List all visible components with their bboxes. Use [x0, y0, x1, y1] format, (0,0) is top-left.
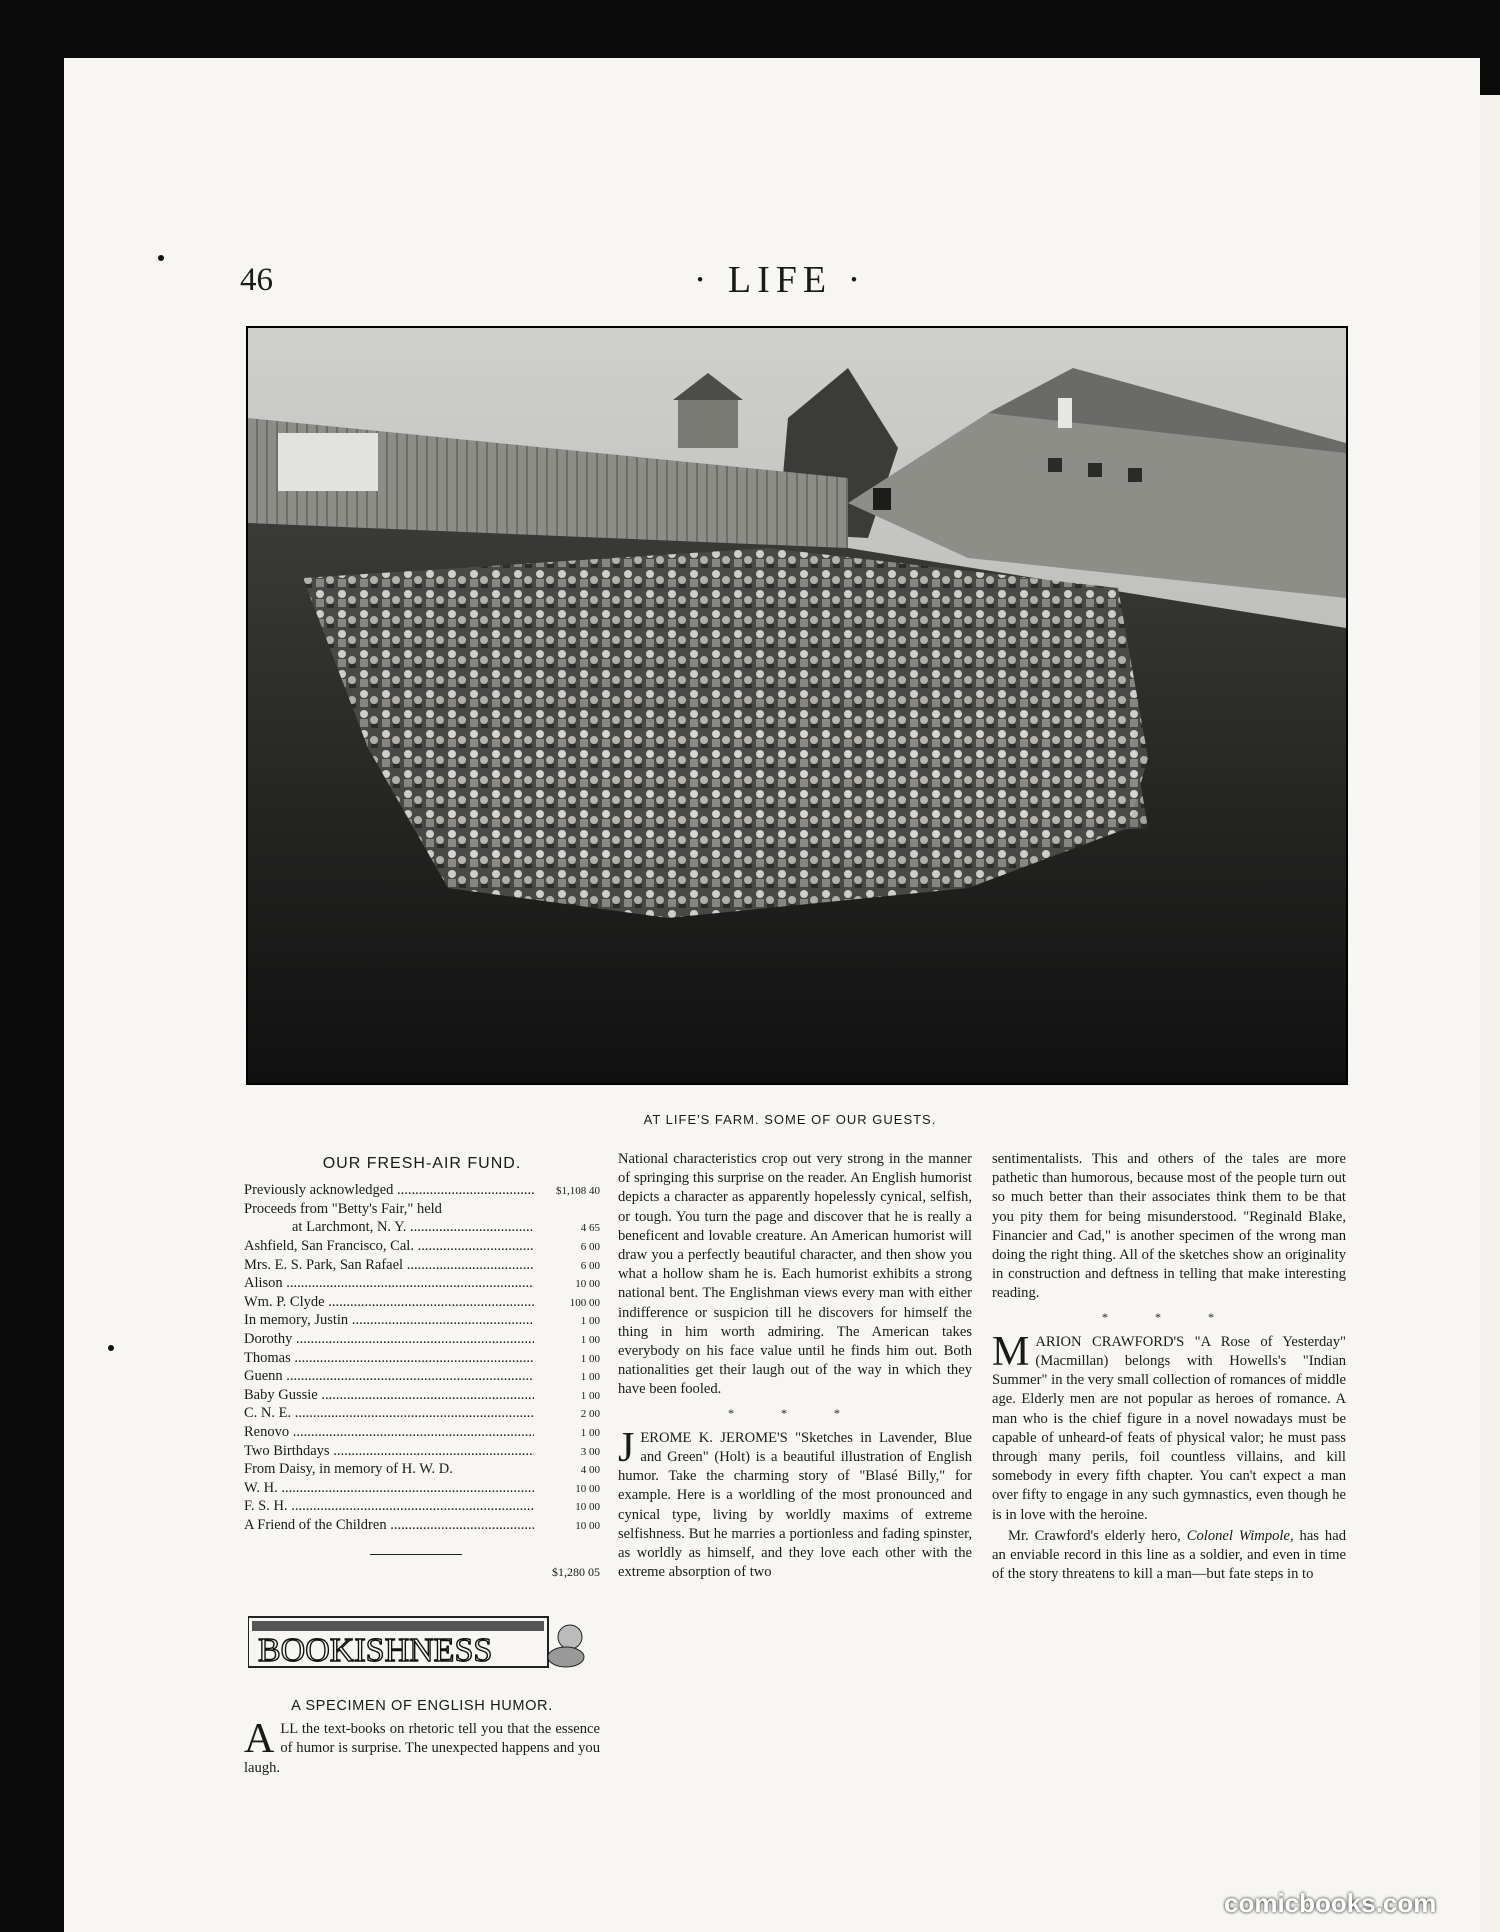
bookishness-logo: [248, 1611, 598, 1675]
column-right: [992, 1150, 1346, 1584]
paragraph: Mr. Crawford's elderly hero, Colonel Wimpole, has had an enviable record in this line as a soldier, and even in time of the story threatens to kill a man—but fate steps in to: [992, 1527, 1346, 1583]
fund-row: Alison ..... 10 00: [244, 1274, 600, 1293]
drop-cap: J: [618, 1424, 635, 1471]
section-subhead: A SPECIMEN OF ENGLISH HUMOR.: [291, 1697, 553, 1714]
drop-cap: M: [992, 1328, 1030, 1375]
fund-row: In memory, Justin ..... 1 00: [244, 1311, 600, 1330]
fund-row: Wm. P. Clyde ..... 100 00: [244, 1293, 600, 1312]
photo-caption: AT LIFE'S FARM. SOME OF OUR GUESTS.: [643, 1112, 937, 1127]
fund-row: at Larchmont, N. Y. ..... 4 65: [244, 1218, 600, 1237]
fund-row: Guenn ..... 1 00: [244, 1367, 600, 1386]
fund-row: Thomas ..... 1 00: [244, 1349, 600, 1368]
fund-row: From Daisy, in memory of H. W. D. 4 00: [244, 1461, 600, 1478]
drop-cap: A: [244, 1716, 275, 1763]
fund-row: Two Birthdays ..... 3 00: [244, 1442, 600, 1461]
photo-illustration: [248, 328, 1346, 1083]
fund-list: [244, 1181, 600, 1534]
farm-photograph: [246, 326, 1348, 1085]
fund-row: Baby Gussie ..... 1 00: [244, 1386, 600, 1405]
fund-row: Proceeds from "Betty's Fair," held: [244, 1200, 442, 1217]
paragraph: JEROME K. JEROME'S "Sketches in Lavender, Blue and Green" (Holt) is a beautiful illustration of English humor. Take the charming story of "Blasé Billy," for example. Here is a worldling of the most pronounced and cynical type, living by worldly maxims of extreme selfishness. But he marries a portionless and fading spinster, as worldly as himself, and they love each other with the extreme absorption of two: [618, 1424, 972, 1581]
intro-paragraph: ALL the text-books on rhetoric tell you that the essence of humor is surprise. The unexpected happens and you laugh.: [244, 1716, 600, 1776]
column-left: [244, 1150, 600, 1778]
total-divider: [370, 1554, 462, 1555]
scan-speck: [158, 255, 164, 261]
fund-row: Renovo ..... 1 00: [244, 1423, 600, 1442]
adjacent-page-edge: [1480, 95, 1500, 1932]
fund-row: Mrs. E. S. Park, San Rafael ..... 6 00: [244, 1256, 600, 1275]
fund-row: C. N. E. ..... 2 00: [244, 1404, 600, 1423]
fund-row: Dorothy ..... 1 00: [244, 1330, 600, 1349]
watermark-text: comicbooks.com: [1224, 1888, 1437, 1918]
fund-total: $1,280 05: [552, 1565, 600, 1580]
column-middle: [618, 1150, 972, 1582]
scan-speck: [108, 1345, 114, 1351]
fund-row: W. H. ..... 10 00: [244, 1479, 600, 1498]
paragraph: National characteristics crop out very strong in the manner of springing this surprise on the reader. An English humorist depicts a character as apparently hopelessly cynical, selfish, or tough. You turn the page and discover that he is really a beneficent and lovable creature. An American humorist will draw you a perfectly beautiful character, and then show you what a hollow sham he is. Each humorist exhibits a strong national bent. The Englishman views every man with either indifference or suspicion till he discovers for himself the thing in him worth admiring. The American takes everybody on his face value until he finds him out. Both nationalities get their laugh out of the way in which they have been fooled.: [618, 1151, 972, 1398]
cherub-figure: [558, 1625, 582, 1649]
fund-title: OUR FRESH-AIR FUND.: [322, 1155, 522, 1172]
section-stars: * * *: [1102, 1309, 1236, 1324]
fund-row: Ashfield, San Francisco, Cal. ..... 6 00: [244, 1237, 600, 1256]
section-stars: * * *: [728, 1405, 862, 1420]
page-number: 46: [240, 262, 273, 298]
paragraph: sentimentalists. This and others of the tales are more pathetic than humorous, because most of the people turn out so much better than their associates think them to be that you pity them for being misunderstood. "Reginald Blake, Financier and Cad," is another specimen of the wrong man doing the right thing. All of the sketches show an originality in construction and deftness in telling that make interesting reading.: [992, 1151, 1346, 1302]
fund-row: Previously acknowledged ..... $1,108 40: [244, 1181, 600, 1200]
fund-row: A Friend of the Children ..... 10 00: [244, 1516, 600, 1535]
fund-row: F. S. H. ..... 10 00: [244, 1497, 600, 1516]
paragraph: MARION CRAWFORD'S "A Rose of Yesterday" (Macmillan) belongs with Howells's "Indian Summer" in the very small collection of romances of middle age. Elderly men are not popular as heroes of romance. A man who is the chief figure in a novel nowadays must be capable of unheard-of feats of physical valor; he must pass through many perils, foil countless villains, and kill somebody in every fifth chapter. You can't expect a man over fifty to engage in any such gymnastics, even though he is in love with the heroine.: [992, 1328, 1346, 1523]
logo-text: BOOKISHNESS: [258, 1631, 493, 1669]
masthead-title: · LIFE ·: [693, 259, 867, 301]
